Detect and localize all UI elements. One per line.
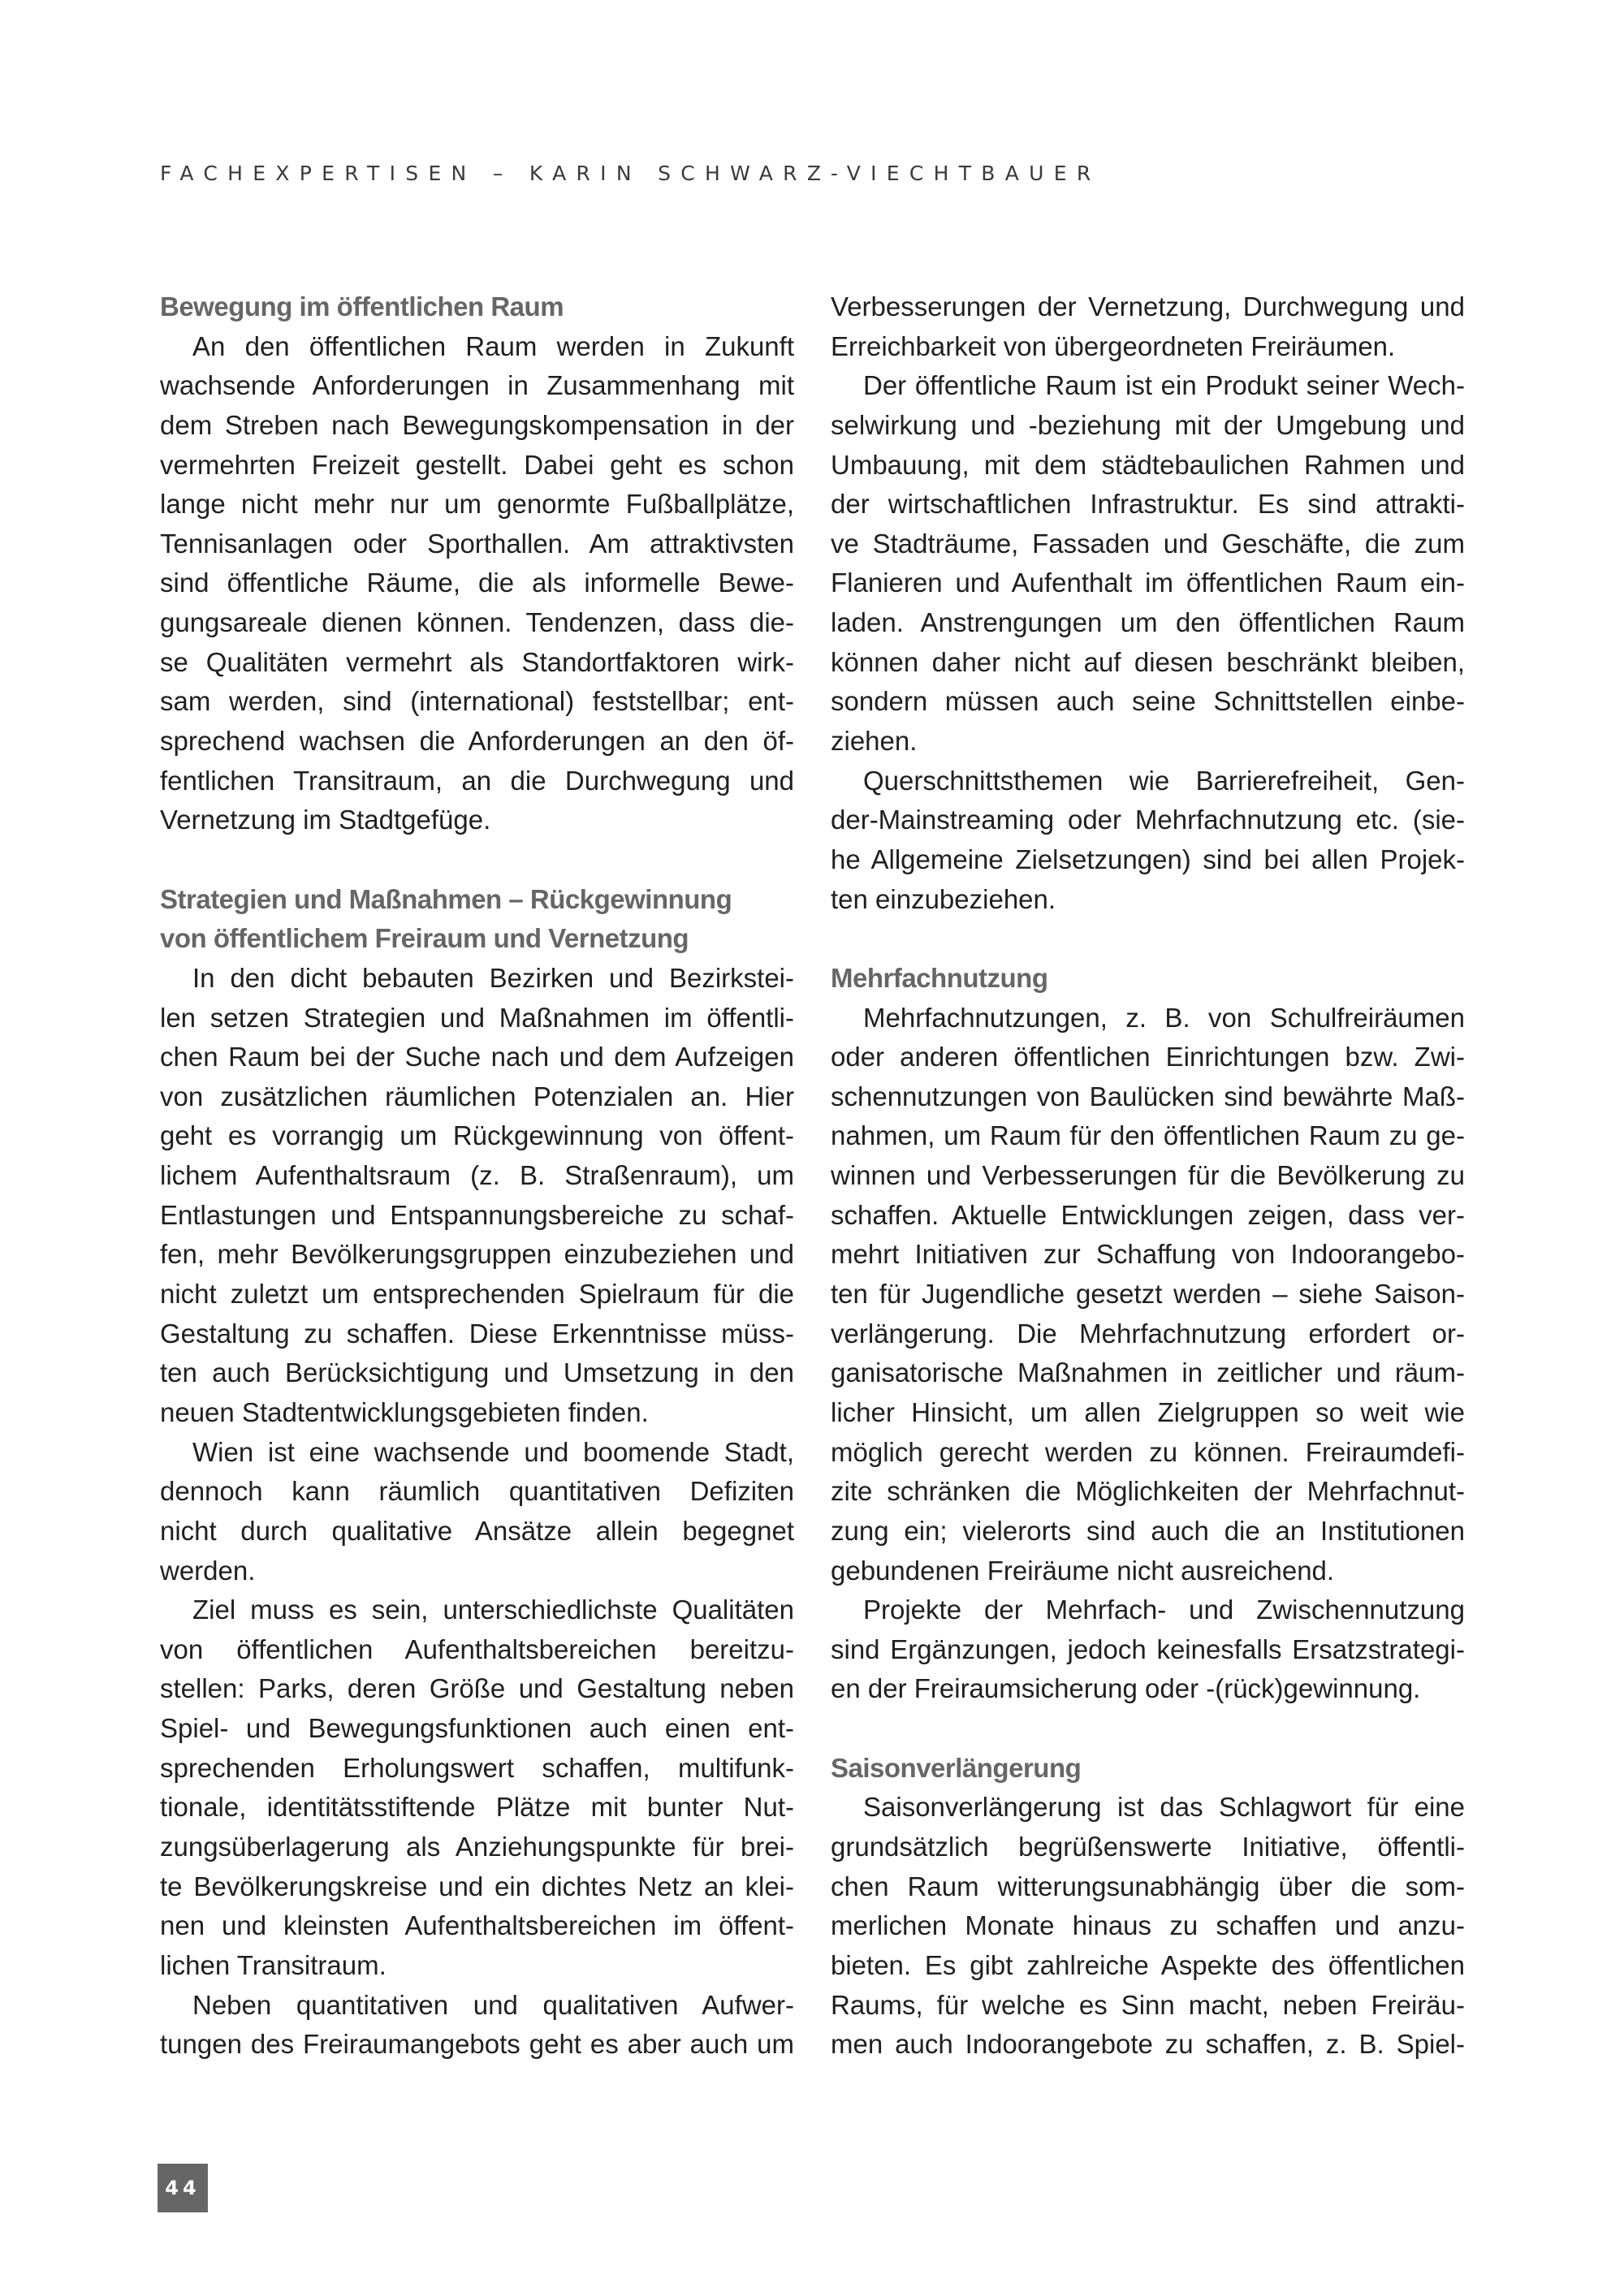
page-number: 44 bbox=[158, 2164, 208, 2212]
body-line: Projekte der Mehrfach- und Zwischennutzung bbox=[863, 1595, 1465, 1625]
body-line: sondern müssen auch seine Schnittstellen einbe- bbox=[831, 686, 1465, 717]
body-line: nen und kleinsten Aufenthaltsbereichen im öffent- bbox=[160, 1910, 794, 1941]
body-line: sind öffentliche Räume, die als informelle Bewe- bbox=[160, 568, 794, 598]
body-line: vermehrten Freizeit gestellt. Dabei geht es schon bbox=[160, 449, 794, 480]
body-line: nicht zuletzt um entsprechenden Spielraum für die bbox=[160, 1279, 794, 1310]
body-line: lichen Transitraum. bbox=[160, 1949, 387, 1980]
body-line: Querschnittsthemen wie Barrierefreiheit, Gen- bbox=[863, 765, 1465, 796]
body-line: verlängerung. Die Mehrfachnutzung erfordert or- bbox=[831, 1318, 1465, 1349]
body-line: In den dicht bebauten Bezirken und Bezirkstei- bbox=[192, 962, 794, 993]
body-line: nicht durch qualitative Ansätze allein begegnet bbox=[160, 1515, 794, 1546]
body-line: wachsende Anforderungen in Zusammenhang mit bbox=[160, 370, 794, 401]
body-line: ten auch Berücksichtigung und Umsetzung in den bbox=[160, 1357, 794, 1388]
body-line: winnen und Verbesserungen für die Bevölkerung zu bbox=[831, 1160, 1465, 1191]
body-line: se Qualitäten vermehrt als Standortfaktoren wirk- bbox=[160, 646, 794, 677]
body-line: stellen: Parks, deren Größe und Gestaltung neben bbox=[160, 1673, 794, 1704]
body-line: zungsüberlagerung als Anziehungspunkte für brei- bbox=[160, 1831, 794, 1862]
running-head: FACHEXPERTISEN – KARIN SCHWARZ-VIECHTBAUER bbox=[160, 162, 1101, 185]
section-heading: Mehrfachnutzung bbox=[831, 962, 1048, 993]
spacer bbox=[831, 1709, 1465, 1749]
body-line: zung ein; vielerorts sind auch die an Institutionen bbox=[831, 1515, 1465, 1546]
body-line: lange nicht mehr nur um genormte Fußballplätze, bbox=[160, 489, 794, 520]
body-line: geht es vorrangig um Rückgewinnung von öffent- bbox=[160, 1120, 794, 1151]
body-line: lichem Aufenthaltsraum (z. B. Straßenraum), um bbox=[160, 1160, 794, 1191]
spacer bbox=[160, 840, 794, 880]
body-line: sind Ergänzungen, jedoch keinesfalls Ersatzstrategi- bbox=[831, 1634, 1465, 1664]
body-line: Entlastungen und Entspannungsbereiche zu schaf- bbox=[160, 1199, 794, 1230]
section-heading: Strategien und Maßnahmen – Rückgewinnung bbox=[160, 883, 732, 914]
body-line: der-Mainstreaming oder Mehrfachnutzung etc. (sie- bbox=[831, 805, 1465, 835]
body-line: Vernetzung im Stadtgefüge. bbox=[160, 805, 491, 835]
body-line: Gestaltung zu schaffen. Diese Erkenntnisse müss- bbox=[160, 1318, 794, 1349]
body-line: gebundenen Freiräume nicht ausreichend. bbox=[831, 1555, 1335, 1586]
body-line: ten für Jugendliche gesetzt werden – siehe Saison- bbox=[831, 1279, 1465, 1310]
body-line: len setzen Strategien und Maßnahmen im öffentli- bbox=[160, 1002, 794, 1033]
body-line: selwirkung und -beziehung mit der Umgebung und bbox=[831, 409, 1465, 440]
body-line: Umbauung, mit dem städtebaulichen Rahmen und bbox=[831, 449, 1465, 480]
body-line: bieten. Es gibt zahlreiche Aspekte des öffentlichen bbox=[831, 1949, 1465, 1980]
body-line: An den öffentlichen Raum werden in Zukunft bbox=[192, 330, 794, 361]
body-line: he Allgemeine Zielsetzungen) sind bei allen Projek- bbox=[831, 844, 1465, 874]
section-heading: Bewegung im öffentlichen Raum bbox=[160, 291, 564, 322]
section-heading: von öffentlichem Freiraum und Vernetzung bbox=[160, 923, 689, 954]
body-line: merlichen Monate hinaus zu schaffen und anzu- bbox=[831, 1910, 1465, 1941]
body-line: ganisatorische Maßnahmen in zeitlicher und räum- bbox=[831, 1357, 1465, 1388]
spacer bbox=[831, 919, 1465, 959]
body-line: fentlichen Transitraum, an die Durchwegung und bbox=[160, 765, 794, 796]
body-line: Tennisanlagen oder Sporthallen. Am attraktivsten bbox=[160, 528, 794, 559]
body-line: oder anderen öffentlichen Einrichtungen bzw. Zwi- bbox=[831, 1042, 1465, 1072]
body-line: der wirtschaftlichen Infrastruktur. Es sind attrakti- bbox=[831, 489, 1465, 520]
body-line: laden. Anstrengungen um den öffentlichen Raum bbox=[831, 607, 1465, 638]
body-line: können daher nicht auf diesen beschränkt bleiben, bbox=[831, 646, 1465, 677]
body-line: dem Streben nach Bewegungskompensation in der bbox=[160, 409, 794, 440]
body-line: tungen des Freiraumangebots geht es aber auch um bbox=[160, 2029, 794, 2060]
body-line: Erreichbarkeit von übergeordneten Freiräumen. bbox=[831, 330, 1396, 361]
body-line: mehrt Initiativen zur Schaffung von Indoorangebo- bbox=[831, 1239, 1465, 1270]
body-line: Wien ist eine wachsende und boomende Stadt, bbox=[192, 1436, 794, 1467]
body-line: Ziel muss es sein, unterschiedlichste Qualitäten bbox=[192, 1595, 794, 1625]
body-line: en der Freiraumsicherung oder -(rück)gewinnung. bbox=[831, 1673, 1421, 1704]
body-line: Spiel- und Bewegungsfunktionen auch einen ent- bbox=[160, 1713, 794, 1744]
body-line: möglich gerecht werden zu können. Freiraumdefi- bbox=[831, 1436, 1465, 1467]
body-line: von zusätzlichen räumlichen Potenzialen an. Hier bbox=[160, 1081, 794, 1111]
body-line: ten einzubeziehen. bbox=[831, 883, 1056, 914]
body-line: schennutzungen von Baulücken sind bewährte Maß- bbox=[831, 1081, 1465, 1111]
body-line: Flanieren und Aufenthalt im öffentlichen Raum ein- bbox=[831, 568, 1465, 598]
body-line: sam werden, sind (international) feststellbar; ent- bbox=[160, 686, 794, 717]
body-line: Mehrfachnutzungen, z. B. von Schulfreiräumen bbox=[863, 1002, 1465, 1033]
body-line: fen, mehr Bevölkerungsgruppen einzubeziehen und bbox=[160, 1239, 794, 1270]
body-line: ziehen. bbox=[831, 726, 918, 757]
body-line: chen Raum witterungsunabhängig über die som- bbox=[831, 1871, 1465, 1901]
body-line: Raums, für welche es Sinn macht, neben Freiräu- bbox=[831, 1989, 1465, 2020]
body-line: zite schränken die Möglichkeiten der Mehrfachnut- bbox=[831, 1476, 1465, 1507]
body-line: werden. bbox=[160, 1555, 256, 1586]
body-line: ve Stadträume, Fassaden und Geschäfte, die zum bbox=[831, 528, 1465, 559]
body-line: dennoch kann räumlich quantitativen Defiziten bbox=[160, 1476, 794, 1507]
body-line: te Bevölkerungskreise und ein dichtes Netz an klei- bbox=[160, 1871, 794, 1901]
section-heading: Saisonverlängerung bbox=[831, 1752, 1082, 1783]
body-line: neuen Stadtentwicklungsgebieten finden. bbox=[160, 1396, 649, 1427]
body-line: nahmen, um Raum für den öffentlichen Raum zu ge- bbox=[831, 1120, 1465, 1151]
body-line: tionale, identitätsstiftende Plätze mit bunter Nut- bbox=[160, 1792, 794, 1823]
body-line: men auch Indoorangebote zu schaffen, z. B. Spiel- bbox=[831, 2029, 1465, 2060]
body-line: chen Raum bei der Suche nach und dem Aufzeigen bbox=[160, 1042, 794, 1072]
body-line: sprechend wachsen die Anforderungen an den öf- bbox=[160, 726, 794, 757]
body-line: von öffentlichen Aufenthaltsbereichen bereitzu- bbox=[160, 1634, 794, 1664]
body-line: gungsareale dienen können. Tendenzen, dass die- bbox=[160, 607, 794, 638]
body-line: sprechenden Erholungswert schaffen, multifunk- bbox=[160, 1752, 794, 1783]
body-line: grundsätzlich begrüßenswerte Initiative, öffentli- bbox=[831, 1831, 1465, 1862]
body-line: Verbesserungen der Vernetzung, Durchwegung und bbox=[831, 291, 1465, 322]
body-line: Saisonverlängerung ist das Schlagwort für eine bbox=[863, 1792, 1465, 1823]
body-line: schaffen. Aktuelle Entwicklungen zeigen, dass ver- bbox=[831, 1199, 1465, 1230]
body-line: Der öffentliche Raum ist ein Produkt seiner Wech- bbox=[863, 370, 1465, 401]
left-column bbox=[160, 287, 794, 2065]
body-line: licher Hinsicht, um allen Zielgruppen so weit wie bbox=[831, 1396, 1465, 1427]
right-column bbox=[831, 287, 1465, 2065]
body-line: Neben quantitativen und qualitativen Aufwer- bbox=[192, 1989, 794, 2020]
